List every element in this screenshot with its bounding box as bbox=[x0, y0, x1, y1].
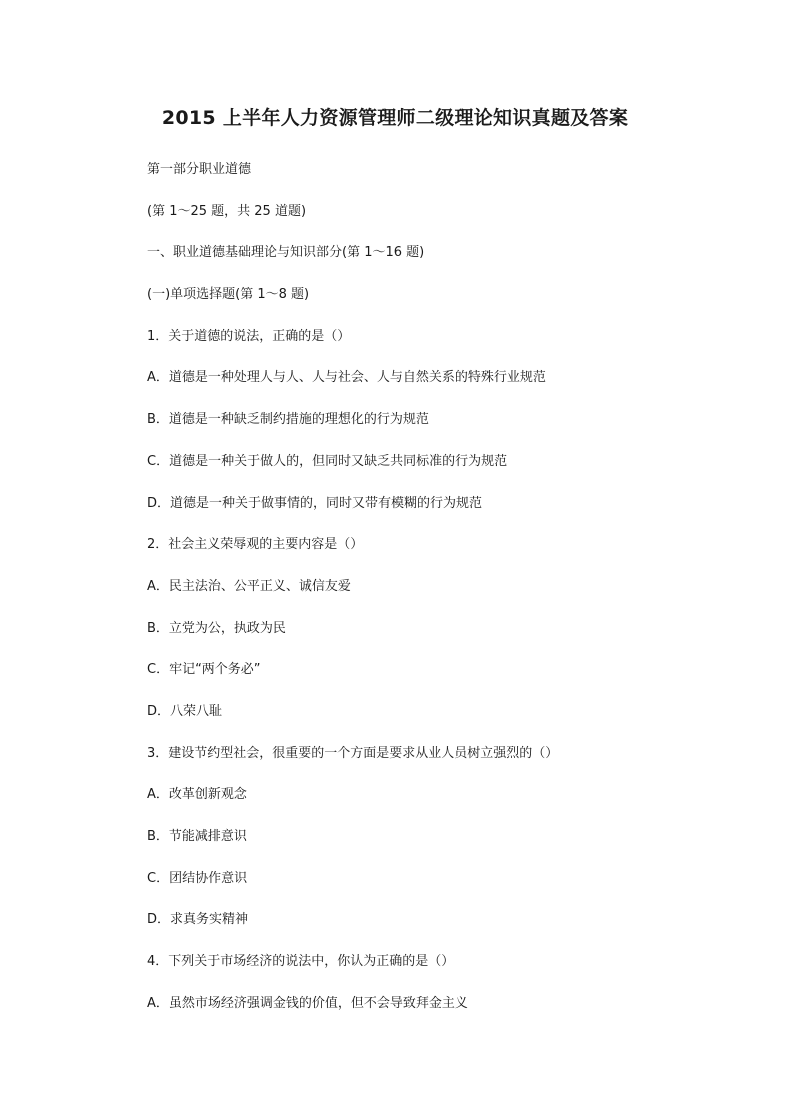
question-4-option-a: A．虽然市场经济强调金钱的价值，但不会导致拜金主义 bbox=[147, 995, 468, 1011]
question-2-option-c: C．牢记“两个务必” bbox=[147, 662, 261, 678]
subsection-heading: 一、职业道德基础理论与知识部分(第 1～16 题) bbox=[147, 245, 425, 261]
question-1-option-d: D．道德是一种关于做事情的，同时又带有模糊的行为规范 bbox=[147, 495, 483, 511]
document-body bbox=[147, 159, 558, 1034]
question-3: 3．建设节约型社会，很重要的一个方面是要求从业人员树立强烈的（） bbox=[147, 745, 559, 761]
question-4: 4．下列关于市场经济的说法中，你认为正确的是（） bbox=[147, 954, 455, 970]
question-1: 1．关于道德的说法，正确的是（） bbox=[147, 328, 351, 344]
question-1-option-b: B．道德是一种缺乏制约措施的理想化的行为规范 bbox=[147, 412, 429, 428]
question-3-option-c: C．团结协作意识 bbox=[147, 870, 248, 886]
question-1-option-c: C．道德是一种关于做人的，但同时又缺乏共同标准的行为规范 bbox=[147, 453, 508, 469]
section-note: (第 1～25 题，共 25 道题) bbox=[147, 203, 307, 219]
question-2-option-b: B．立党为公，执政为民 bbox=[147, 620, 286, 636]
question-2-option-d: D．八荣八耻 bbox=[147, 703, 223, 719]
question-3-option-b: B．节能减排意识 bbox=[147, 829, 247, 844]
question-1-option-a: A．道德是一种处理人与人、人与社会、人与自然关系的特殊行业规范 bbox=[147, 370, 546, 386]
question-3-option-d: D．求真务实精神 bbox=[147, 912, 249, 928]
question-2: 2．社会主义荣辱观的主要内容是（） bbox=[147, 537, 364, 553]
question-2-option-a: A．民主法治、公平正义、诚信友爱 bbox=[147, 578, 351, 594]
question-group-heading: (一)单项选择题(第 1～8 题) bbox=[147, 287, 310, 303]
section-heading: 第一部分职业道德 bbox=[147, 162, 252, 177]
document-title: 2015 上半年人力资源管理师二级理论知识真题及答案 bbox=[161, 107, 629, 129]
question-3-option-a: A．改革创新观念 bbox=[147, 787, 247, 803]
